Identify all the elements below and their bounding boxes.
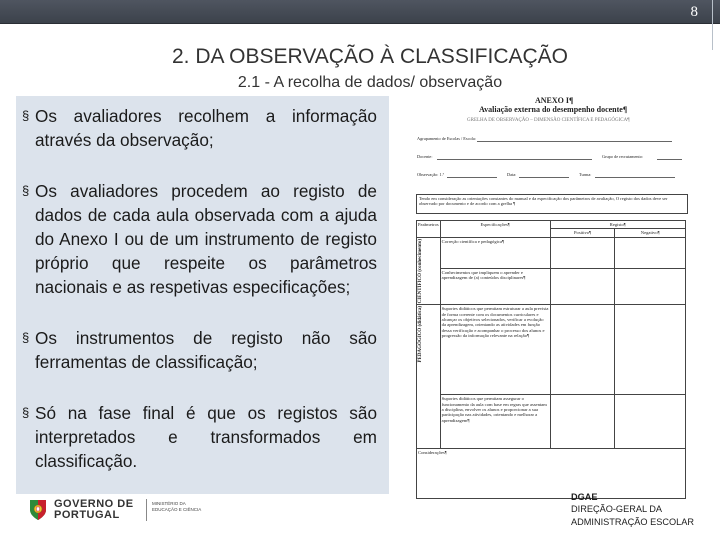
logo-text (54, 499, 134, 521)
annex-document-image (407, 96, 692, 481)
table-cell (550, 395, 615, 449)
field-label: Data: (507, 172, 517, 177)
bullet-list-panel (16, 96, 389, 494)
org-short-name: DGAE (571, 492, 598, 502)
table-subheader: Positivo¶ (550, 229, 615, 237)
bullet-text: Os instrumentos de registo não são ferramentas de classificação; (35, 328, 377, 372)
table-cell (615, 268, 686, 304)
table-header: Registo¶ (550, 221, 685, 229)
bullet-item (22, 104, 377, 152)
table-cell: Considerações¶ (417, 449, 686, 499)
bullet-text: Só na fase final é que os registos são interpretados e transformados em classificação. (35, 403, 377, 471)
field-line (437, 154, 592, 160)
bullet-item (22, 179, 377, 299)
slide-header-bar (0, 0, 720, 24)
field-label: Agrupamento de Escolas / Escola: (417, 136, 476, 141)
grid-title: GRELHA DE OBSERVAÇÃO – DIMENSÃO CIENTÍFICA E PEDAGÓGICA¶ (467, 118, 630, 123)
annex-label: ANEXO I¶ (535, 96, 574, 105)
bullet-square-icon: § (22, 330, 30, 345)
table-cell (550, 237, 615, 268)
observation-grid-table (416, 220, 686, 499)
logo-divider (146, 499, 147, 521)
table-subheader: Negativo¶ (615, 229, 686, 237)
slide-number: 8 (690, 4, 698, 20)
logo-text-line2: PORTUGAL (54, 509, 120, 521)
annex-subtitle: Avaliação externa do desempenho docente¶ (479, 105, 628, 114)
bullet-square-icon: § (22, 405, 30, 420)
table-cell: Conhecimentos que impliquem o aprender e aprendizagem de (a) conteúdos disciplinares¶ (440, 268, 550, 304)
annex-note: Tendo em consideração as orientações constantes do manual e da especificação dos parâmetros de avaliação, O registo dos dados deve ser observado por documento e de acordo com a grelha ¶ (416, 194, 688, 214)
table-cell (550, 305, 615, 395)
bullet-text: Os avaliadores procedem ao registo de dados de cada aula observada com a ajuda do Anexo I ou de um instrumento de registo próprio que respeite os parâmetros nacionais e as respetivas especificações; (35, 181, 377, 297)
table-cell (615, 305, 686, 395)
field-line (657, 154, 682, 160)
table-header: Especificações¶ (440, 221, 550, 238)
table-header: Parâmetros (417, 221, 441, 238)
page-title: 2. DA OBSERVAÇÃO À CLASSIFICAÇÃO (171, 45, 569, 68)
org-name-line2: ADMINISTRAÇÃO ESCOLAR (571, 516, 695, 527)
field-line (595, 172, 675, 178)
page-subtitle: 2.1 - A recolha de dados/ observação (237, 74, 503, 91)
table-cell (615, 395, 686, 449)
logo-text-line1: GOVERNO DE (54, 498, 134, 510)
header-edge-divider (712, 0, 720, 50)
field-label: Turma: (579, 172, 592, 177)
bullet-square-icon: § (22, 183, 30, 198)
dimension-cell (417, 237, 441, 304)
field-line (519, 172, 569, 178)
table-cell (550, 268, 615, 304)
government-logo (28, 497, 202, 527)
dimension-label: CIENTÍFICO (conhecimento) (418, 238, 423, 304)
ministry-label: MINISTÉRIO DA EDUCAÇÃO E CIÊNCIA (152, 501, 202, 512)
bullet-square-icon: § (22, 108, 30, 123)
table-cell: Suportes didáticos que permitam assegurar o funcionamento da aula com base em regras que assentam a disciplina, envolver os alunos e proporcionar a sua participação nas atividades, orientando e melhorar a aprendizagem¶ (440, 395, 550, 449)
field-label: Docente: (417, 154, 433, 159)
bullet-item (22, 326, 377, 374)
field-line (447, 172, 497, 178)
dimension-label: PEDAGÓGICO (didática) (418, 306, 423, 363)
org-name-line1: DIREÇÃO-GERAL DA (571, 504, 663, 515)
portugal-shield-icon (28, 498, 48, 522)
table-cell: Correção científica e pedagógica¶ (440, 237, 550, 268)
table-cell (615, 237, 686, 268)
dimension-cell (417, 305, 441, 449)
bullet-item (22, 401, 377, 473)
field-line (477, 136, 672, 142)
field-label: Observação: 1.ª (417, 172, 444, 177)
footer-org (571, 491, 694, 528)
bullet-text: Os avaliadores recolhem a informação através da observação; (35, 106, 377, 150)
field-label: Grupo de recrutamento: (602, 154, 644, 159)
table-cell: Suportes didáticos que permitam estruturar a aula prevista de forma coerente com os documentos curriculares e alcançar os objetivos selecionados, verificar a evolução da aprendizagem, orientando as atividades em função dessa verificação e acompanhar o processo dos alunos e progressão da informação relevante na relação¶ (440, 305, 550, 395)
